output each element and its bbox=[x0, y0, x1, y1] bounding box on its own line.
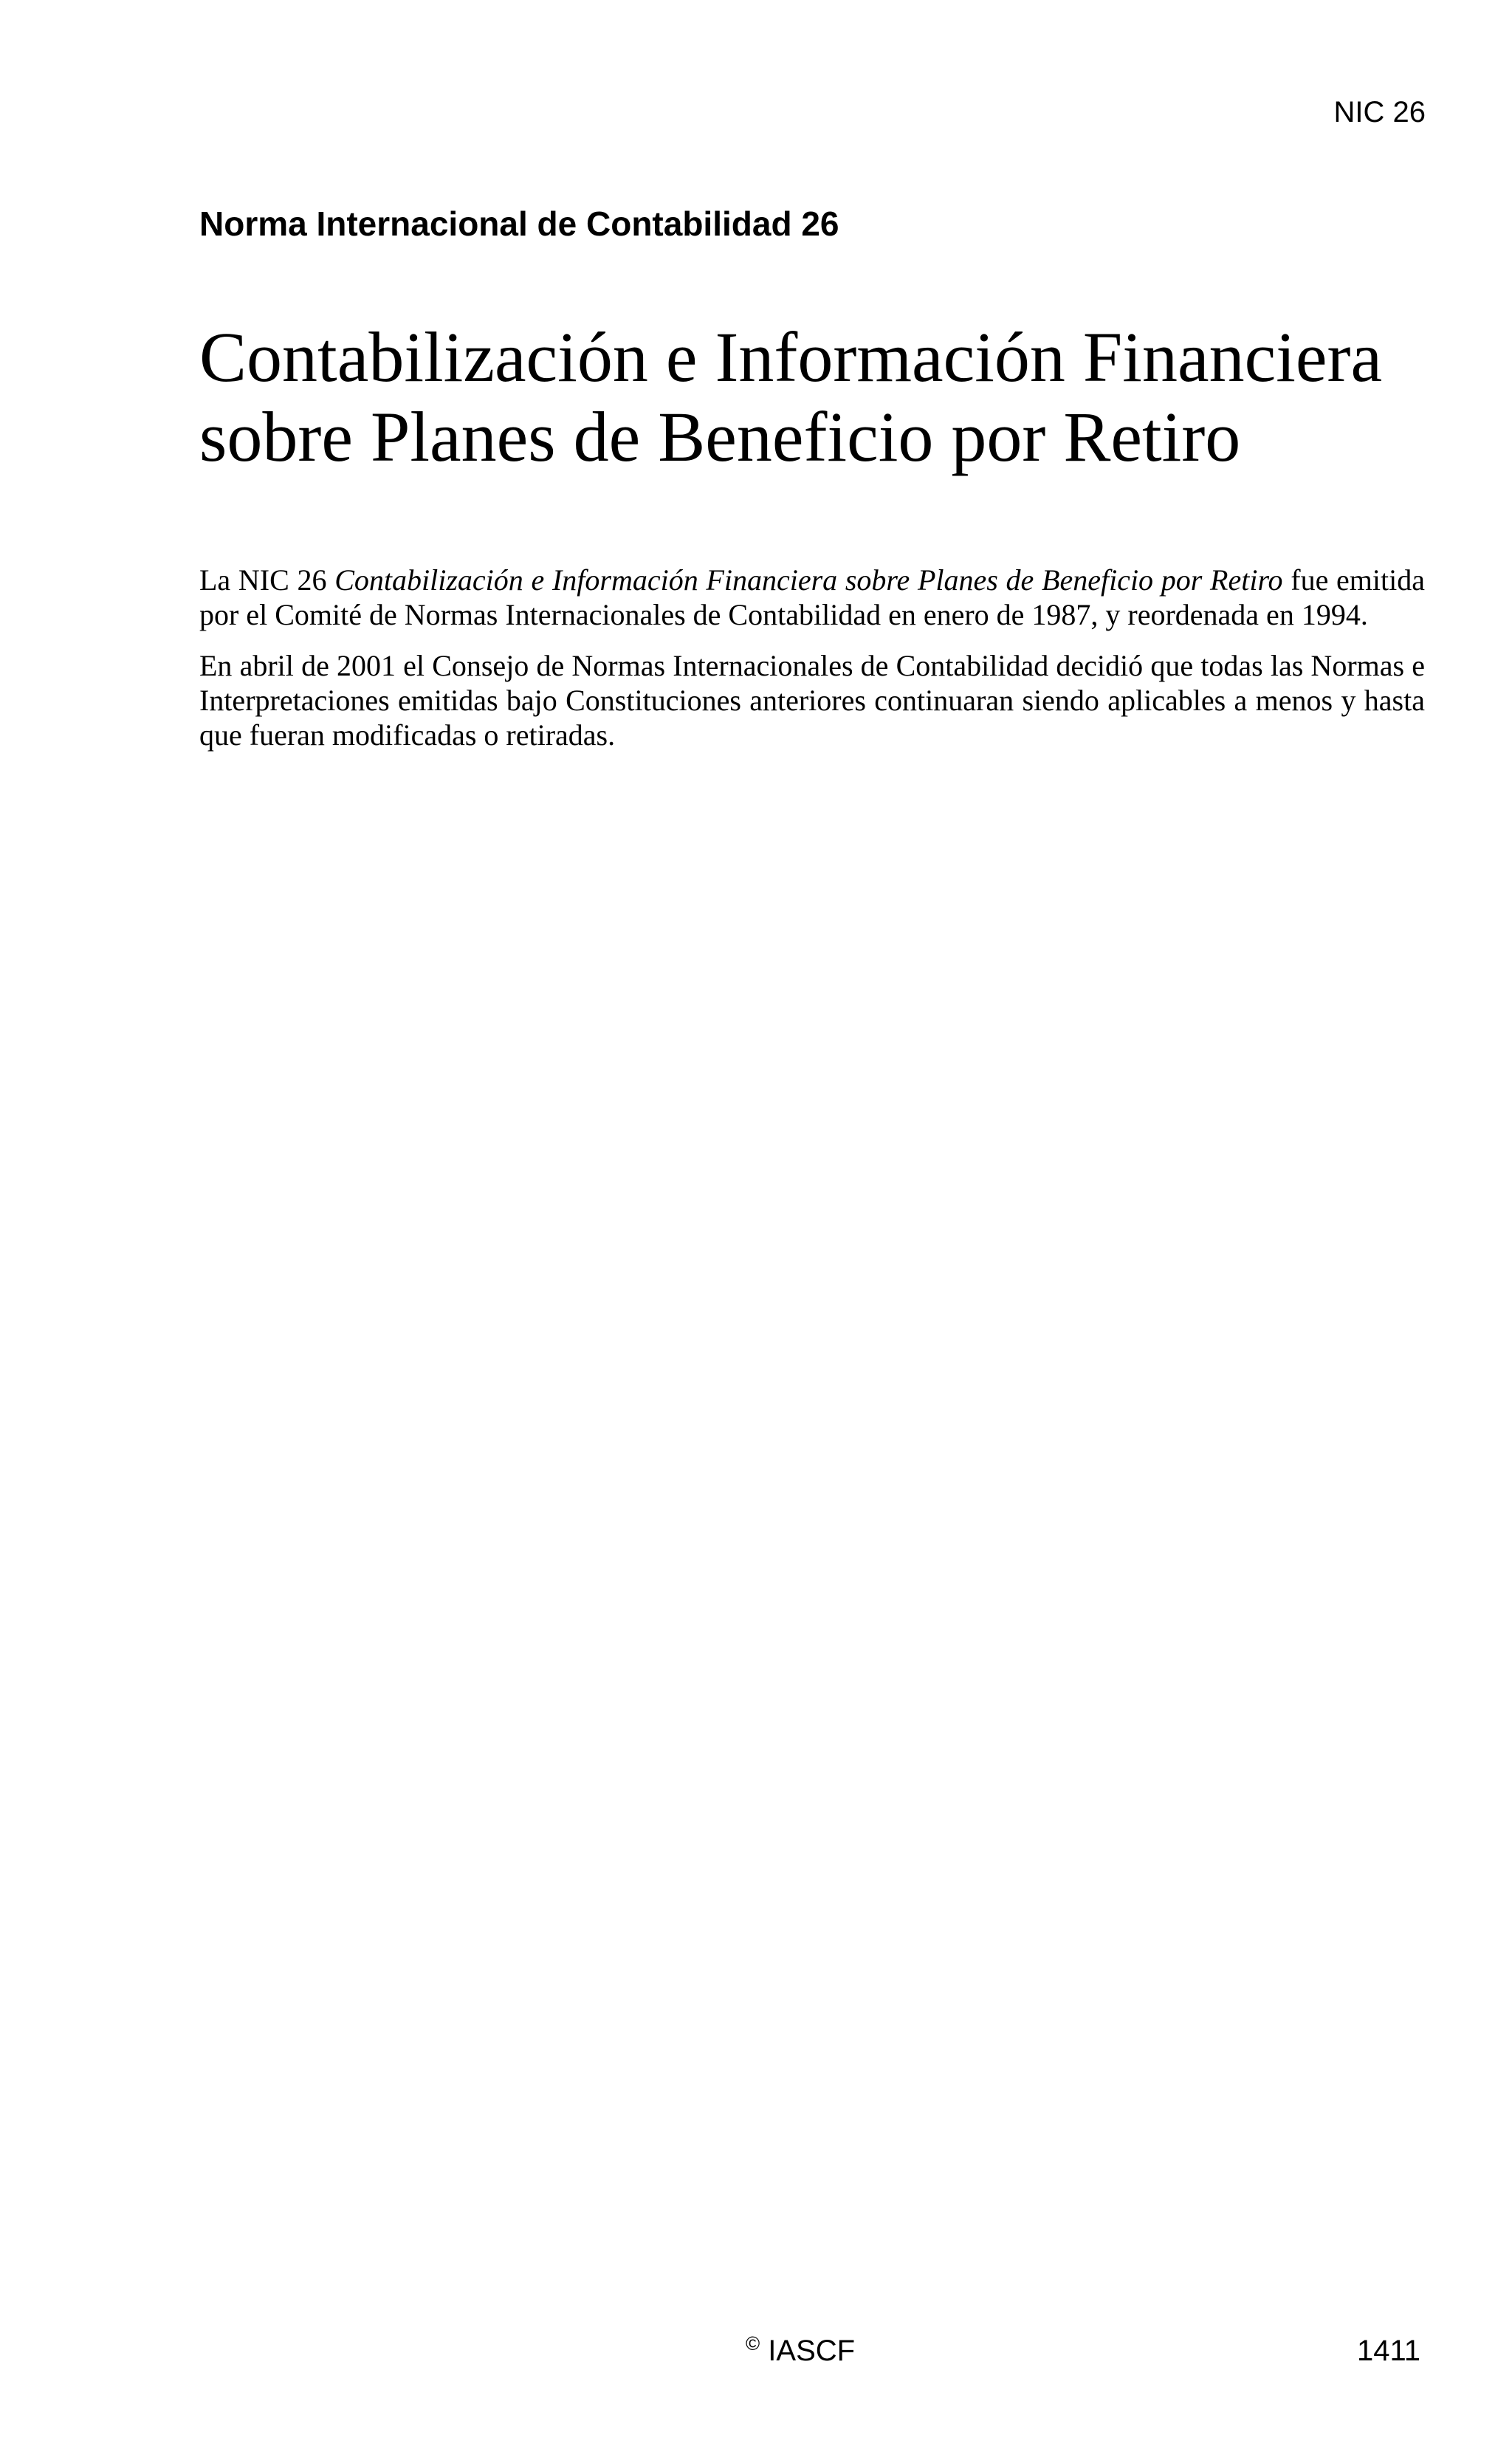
document-title-line1: Contabilización e Información Financiera bbox=[199, 317, 1383, 396]
document-body bbox=[199, 563, 1425, 769]
paragraph-applicability: En abril de 2001 el Consejo de Normas Internacionales de Contabilidad decidió que todas las Normas e Interpretaciones emitidas bajo Constituciones anteriores continuaran siendo aplicables a menos y hasta que fueran modificadas o retiradas. bbox=[199, 649, 1425, 752]
document-title bbox=[199, 317, 1425, 477]
paragraph-issuance-prefix: La NIC 26 bbox=[199, 563, 335, 597]
paragraph-issuance-suffix: fue emitida por el Comité de Normas Internacionales de Contabilidad en enero de 1987, y reordenada en 1994. bbox=[199, 563, 1426, 631]
paragraph-issuance-standard-title: Contabilización e Información Financiera sobre Planes de Beneficio por Retiro bbox=[334, 563, 1283, 597]
copyright-symbol: © bbox=[746, 2332, 760, 2354]
paragraph-issuance bbox=[199, 563, 1425, 632]
copyright-holder: IASCF bbox=[768, 2335, 856, 2367]
page-header-code: NIC 26 bbox=[1333, 96, 1426, 128]
standard-name: Norma Internacional de Contabilidad 26 bbox=[199, 205, 839, 243]
footer-page-number: 1411 bbox=[1356, 2335, 1420, 2367]
document-title-line2: sobre Planes de Beneficio por Retiro bbox=[199, 397, 1241, 476]
footer-copyright bbox=[746, 2332, 856, 2367]
